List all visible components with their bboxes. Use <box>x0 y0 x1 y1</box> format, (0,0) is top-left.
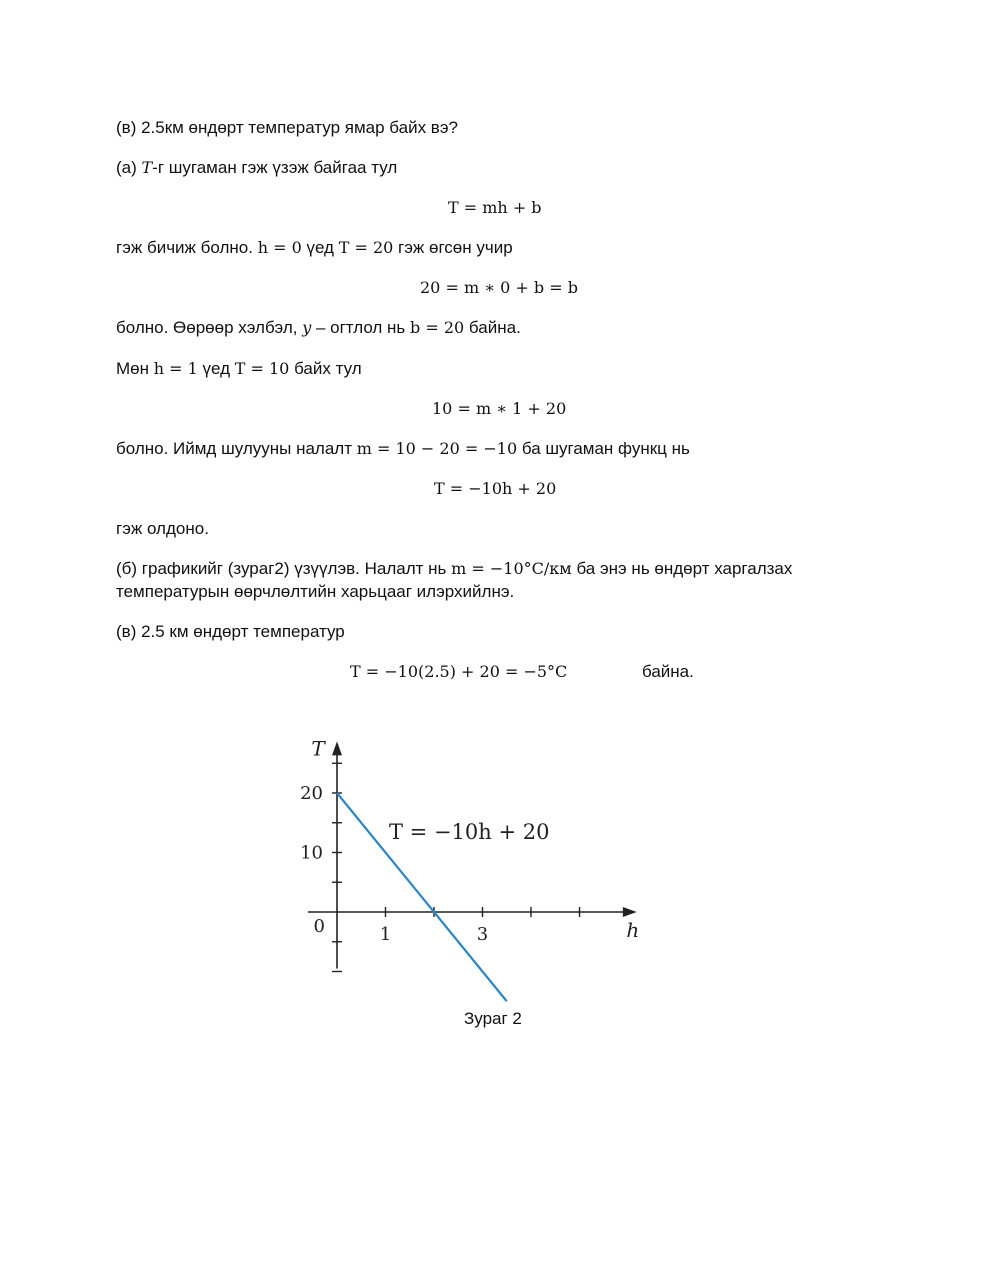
figure-caption: Зураг 2 <box>464 1009 522 1028</box>
equation-5-tail: байна. <box>642 662 694 681</box>
x-tick-label: 3 <box>476 924 489 945</box>
x-tick-label: 1 <box>379 924 392 945</box>
math-T20: T = 20 <box>338 238 394 257</box>
text-4c: байна. <box>464 318 521 337</box>
math-h0: h = 0 <box>257 238 302 257</box>
equation-5: T = −10(2.5) + 20 = −5°C <box>350 662 568 681</box>
question-c: (в) 2.5км өндөрт температур ямар байх вэ? <box>116 118 458 137</box>
text-line-7: гэж олдоно. <box>116 519 209 538</box>
text-4b: – огтлол нь <box>311 318 411 337</box>
x-axis-label: h <box>626 918 640 942</box>
text-6b: ба шугаман функц нь <box>517 439 690 458</box>
equation-4: T = −10h + 20 <box>434 479 557 498</box>
math-slope: m = 10 − 20 = −10 <box>356 439 518 458</box>
y-axis-arrow-icon <box>332 741 342 755</box>
origin-label: 0 <box>313 916 325 937</box>
y-axis-label: T <box>311 736 325 761</box>
var-T: T <box>141 158 153 177</box>
math-T10: T = 10 <box>234 359 290 378</box>
text-3b: үед <box>301 238 339 257</box>
figure-graph <box>270 715 650 1010</box>
equation-1: T = mh + b <box>448 198 542 217</box>
text-5a: Мөн <box>116 359 154 378</box>
text-3a: гэж бичиж болно. <box>116 238 258 257</box>
text-line-3 <box>116 237 513 259</box>
part-a-prefix: (а) <box>116 158 142 177</box>
math-b20: b = 20 <box>410 318 465 337</box>
math-slope-units: m = −10°C/км <box>451 559 572 578</box>
part-a-text: -г шугаман гэж үзэж байгаа тул <box>152 158 398 177</box>
line-equation-annotation: T = −10h + 20 <box>389 820 550 844</box>
text-8b: ба энэ нь өндөрт харгалзах <box>571 559 793 578</box>
part-a-intro <box>116 157 397 179</box>
text-line-9: температурын өөрчлөлтийн харьцааг илэрхийлнэ. <box>116 582 515 601</box>
text-5b: үед <box>197 359 235 378</box>
text-6a: болно. Иймд шулууны налалт <box>116 439 357 458</box>
text-line-8 <box>116 558 792 580</box>
math-y: y <box>302 318 312 337</box>
x-axis-arrow-icon <box>623 907 637 917</box>
text-line-5 <box>116 358 362 380</box>
text-line-4 <box>116 317 521 339</box>
y-tick-label: 20 <box>300 783 323 804</box>
text-4a: болно. Өөрөөр хэлбэл, <box>116 318 303 337</box>
text-5c: байх тул <box>289 359 362 378</box>
text-8a: (б) графикийг (зураг2) үзүүлэв. Налалт нь <box>116 559 452 578</box>
y-tick-label: 10 <box>300 842 323 864</box>
equation-2: 20 = m ∗ 0 + b = b <box>420 278 578 297</box>
text-3c: гэж өгсөн учир <box>393 238 513 257</box>
math-h1: h = 1 <box>153 359 198 378</box>
text-line-10: (в) 2.5 км өндөрт температур <box>116 622 345 641</box>
equation-3: 10 = m ∗ 1 + 20 <box>432 399 567 418</box>
text-line-6 <box>116 438 690 460</box>
